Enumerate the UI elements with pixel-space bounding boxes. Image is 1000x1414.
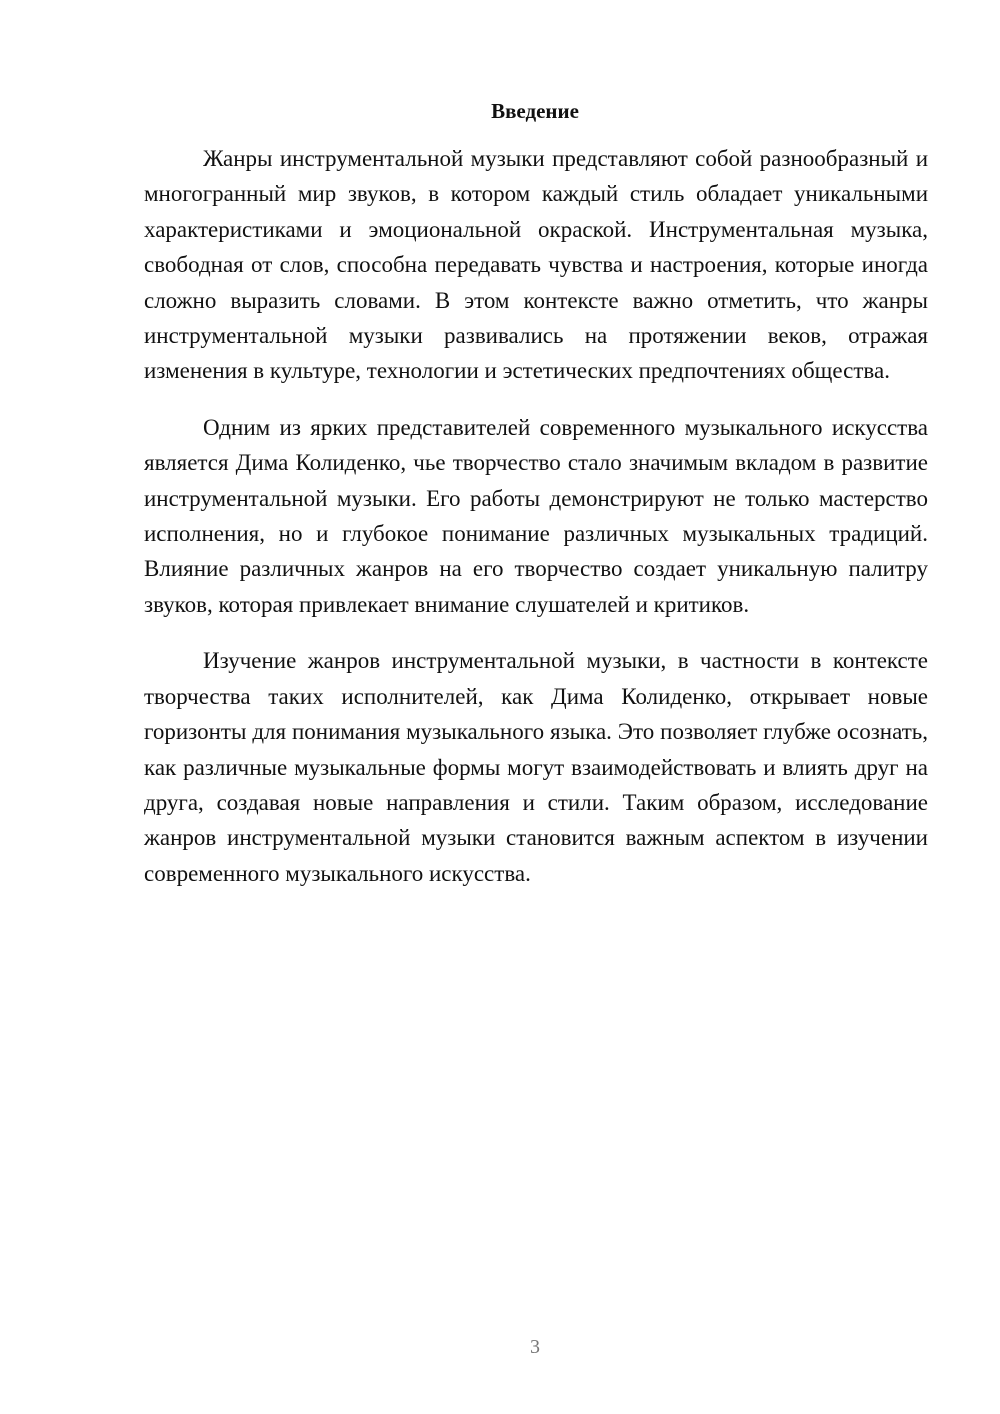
page-title: Введение [491, 99, 579, 123]
paragraph-3: Изучение жанров инструментальной музыки, в частности в контексте творчества таких исполнителей, как Дима Колиденко, открывает новые горизонты для понимания музыкального языка. Это позволяет глубже осознать, как различные музыкальные формы могут взаимодействовать и влиять друг на друга, создавая новые направления и стили. Таким образом, исследование жанров инструментальной музыки становится важным аспектом в изучении современного музыкального искусства. [144, 648, 928, 886]
paragraph-2: Одним из ярких представителей современного музыкального искусства является Дима Колиденко, чье творчество стало значимым вкладом в развитие инструментальной музыки. Его работы демонстрируют не только мастерство исполнения, но и глубокое понимание различных музыкальных традиций. Влияние различных жанров на его творчество создает уникальную палитру звуков, которая привлекает внимание слушателей и критиков. [144, 414, 928, 617]
document-body [144, 141, 928, 912]
paragraph-1: Жанры инструментальной музыки представляют собой разнообразный и многогранный мир звуков, в котором каждый стиль обладает уникальными характеристиками и эмоциональной окраской. Инструментальная музыка, свободная от слов, способна передавать чувства и настроения, которые иногда сложно выразить словами. В этом контексте важно отметить, что жанры инструментальной музыки развивались на протяжении веков, отражая изменения в культуре, технологии и эстетических предпочтениях общества. [144, 146, 928, 384]
page-number: 3 [530, 1336, 540, 1358]
